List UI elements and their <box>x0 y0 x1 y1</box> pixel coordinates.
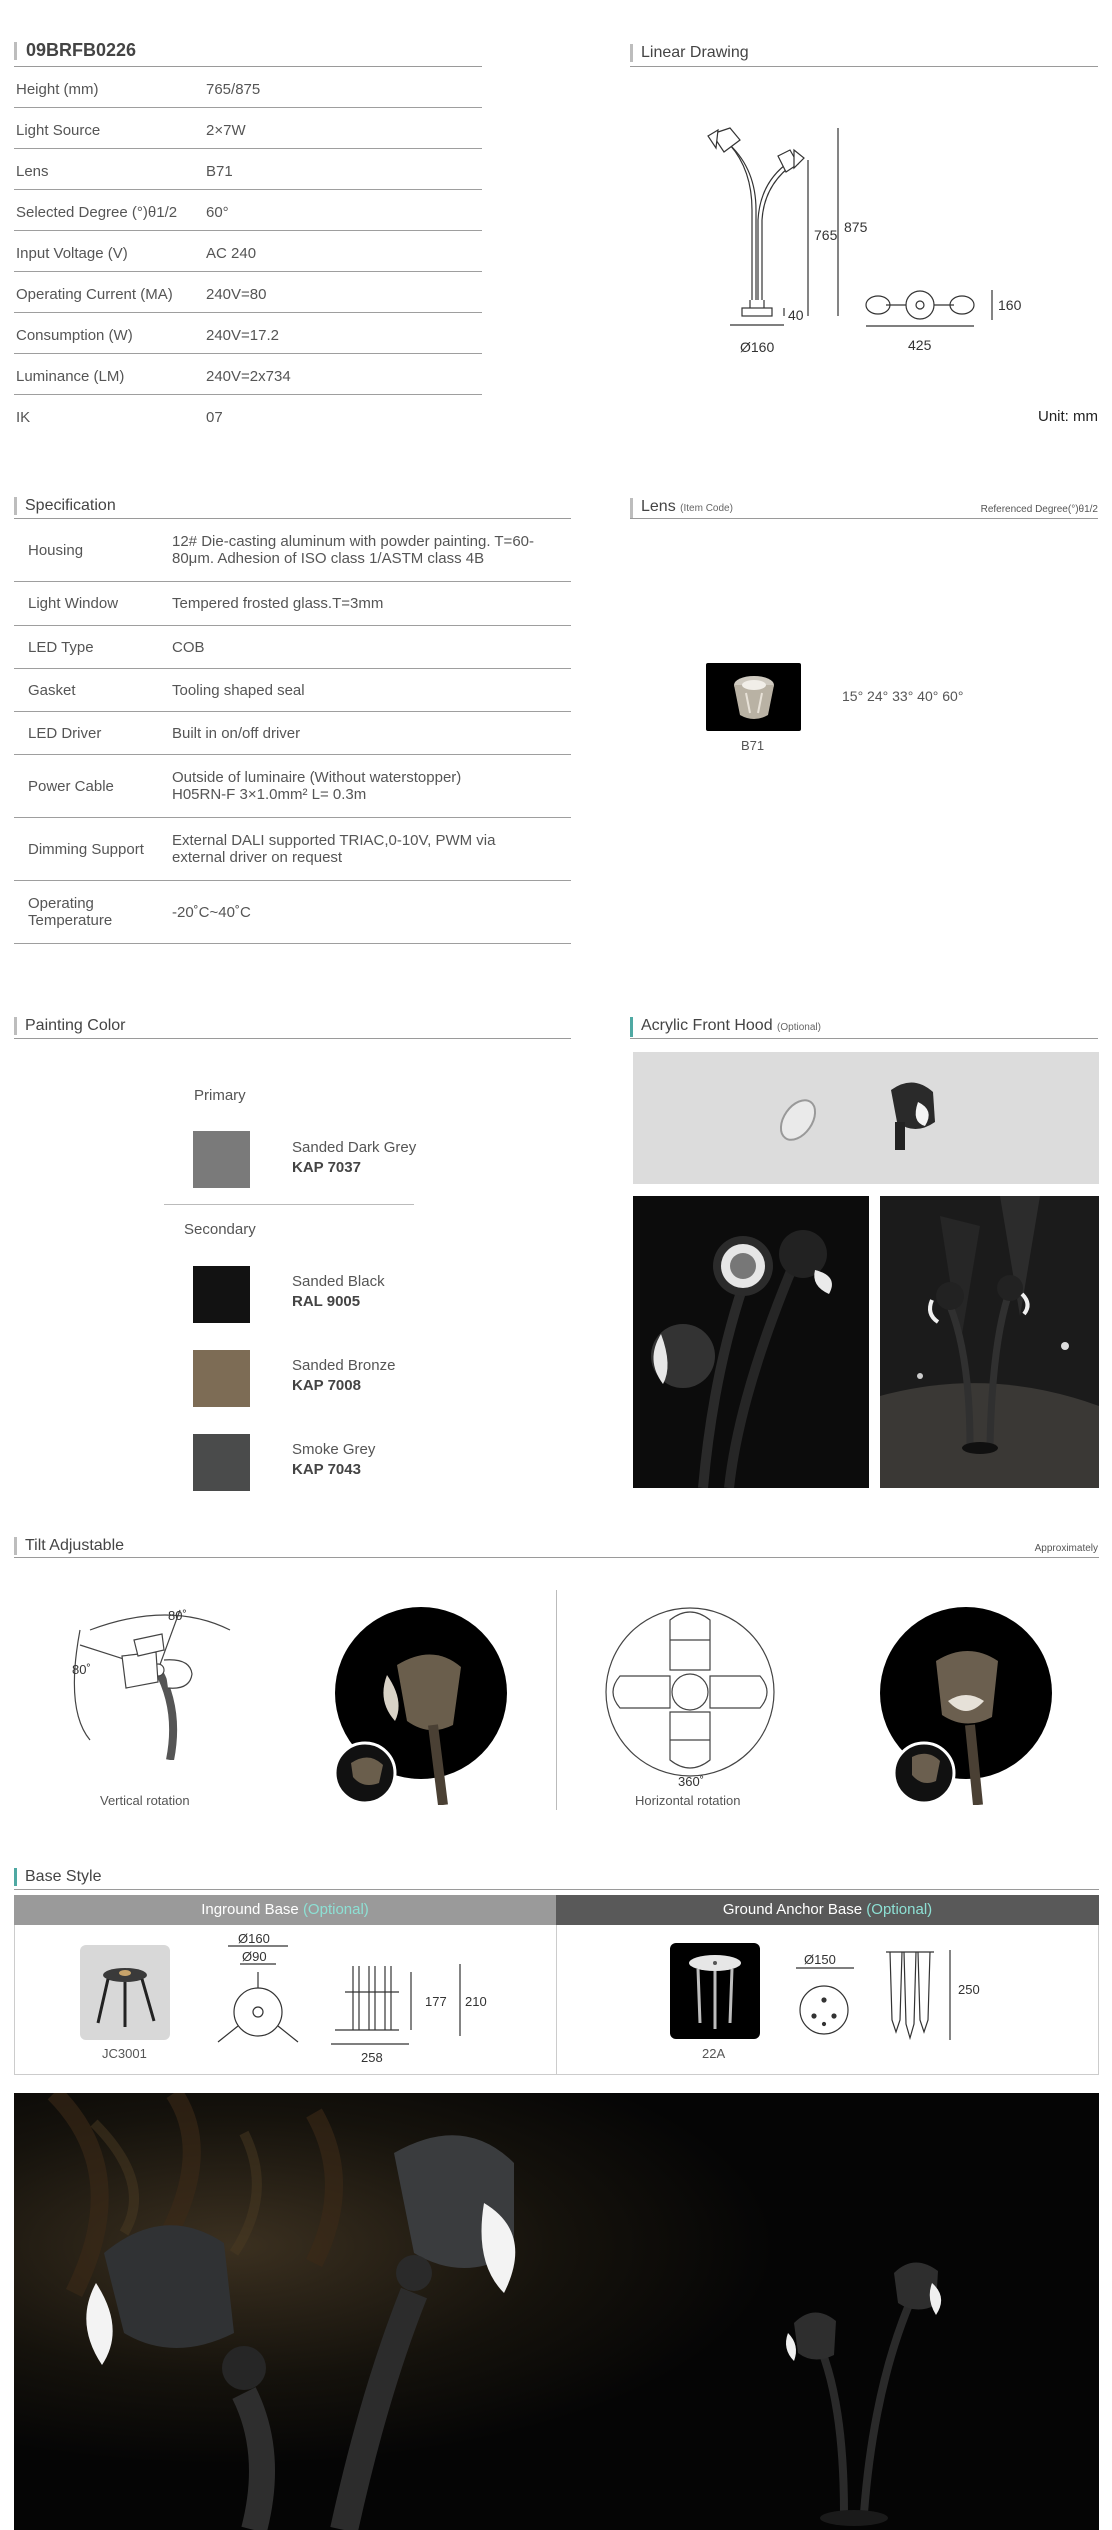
model-code: 09BRFB0226 <box>26 40 137 60</box>
spec-value: 240V=2x734 <box>206 368 291 385</box>
anchor-dim-250: 250 <box>958 1982 980 1997</box>
inground-dim-160: Ø160 <box>238 1932 270 1946</box>
hero-product-photo <box>14 2093 1099 2530</box>
color-name: Sanded Black <box>292 1273 385 1290</box>
specification-value: Outside of luminaire (Without waterstopper) H05RN-F 3×1.0mm² L= 0.3m <box>172 769 462 803</box>
lens-title-text: Lens <box>641 498 676 515</box>
spec-row-lens <box>14 149 482 190</box>
anchor-base-header <box>556 1895 1099 1925</box>
model-code-marker <box>14 42 17 60</box>
spec-label: Lens <box>16 163 49 180</box>
acrylic-hood-subtitle: (Optional) <box>777 1022 821 1033</box>
lens-subtitle: (Item Code) <box>680 503 733 514</box>
tilt-approx-label: Approximately <box>1034 1543 1098 1554</box>
base-style-title: Base Style <box>14 1868 101 1886</box>
specification-title: Specification <box>14 497 116 515</box>
specification-label: Power Cable <box>28 777 114 795</box>
specification-value: Tempered frosted glass.T=3mm <box>172 595 384 612</box>
specification-label: LED Driver <box>28 724 102 742</box>
swatch-sanded-black <box>193 1266 250 1323</box>
tilt-divider <box>556 1590 557 1810</box>
anchor-optional: (Optional) <box>866 1901 933 1918</box>
color-name: Sanded Dark Grey <box>292 1139 417 1156</box>
specification-value: COB <box>172 638 205 656</box>
specification-value: Tooling shaped seal <box>172 681 305 699</box>
lens-code: B71 <box>741 738 765 753</box>
specification-row-gasket <box>14 669 571 712</box>
specification-label: Gasket <box>28 681 76 699</box>
spec-label: Selected Degree (°)θ1/2 <box>16 204 178 221</box>
horizontal-rotation-diagram <box>600 1600 780 1790</box>
spec-label: Consumption (W) <box>16 327 133 344</box>
specification-label: Operating Temperature <box>28 895 113 929</box>
inground-base-top-view <box>210 1932 310 2057</box>
base-style-underline <box>14 1889 1099 1890</box>
spec-label: Input Voltage (V) <box>16 245 128 262</box>
color-label-black <box>292 1272 385 1312</box>
base-column-divider <box>556 1925 557 2075</box>
acrylic-hood-underline <box>630 1038 1098 1039</box>
inground-base-side-view <box>325 1962 505 2067</box>
specification-row-led-driver <box>14 712 571 755</box>
specification-value: 12# Die-casting aluminum with powder painting. T=60-80μm. Adhesion of ISO class 1/ASTM class 4B <box>172 533 534 567</box>
spec-value: B71 <box>206 163 233 180</box>
lens-image <box>706 663 801 731</box>
inground-base-code: JC3001 <box>102 2046 147 2061</box>
spec-label: Light Source <box>16 122 101 139</box>
spec-row-height <box>14 67 482 108</box>
inground-base-image <box>80 1945 170 2040</box>
specification-row-dimming <box>14 818 571 881</box>
anchor-base-top-view <box>790 1952 860 2052</box>
spec-row-luminance <box>14 354 482 395</box>
unit-label: Unit: mm <box>1038 408 1098 425</box>
inground-dim-258: 258 <box>361 2050 383 2065</box>
acrylic-hood-title <box>630 1017 821 1037</box>
primary-secondary-divider <box>164 1204 414 1205</box>
horizontal-rotation-caption: Horizontal rotation <box>635 1793 741 1808</box>
linear-drawing-diagram <box>690 110 1040 370</box>
angle-360: 360˚ <box>678 1774 705 1789</box>
specification-row-light-window <box>14 582 571 626</box>
color-label-bronze <box>292 1356 395 1396</box>
vertical-rotation-diagram <box>60 1600 240 1760</box>
spec-value: 60° <box>206 204 229 221</box>
lens-degree-label: Referenced Degree(°)θ1/2 <box>980 504 1098 515</box>
specification-row-temperature <box>14 881 571 944</box>
spec-value: 240V=17.2 <box>206 327 279 344</box>
specification-value: -20˚C~40˚C <box>172 903 251 921</box>
inground-optional: (Optional) <box>302 1901 369 1918</box>
tilt-underline <box>14 1557 1099 1558</box>
linear-drawing-title: Linear Drawing <box>630 44 749 62</box>
dim-base-diameter: Ø160 <box>740 339 775 355</box>
tilt-photo-horizontal <box>878 1605 1058 1805</box>
anchor-base-code: 22A <box>702 2046 726 2061</box>
dim-40: 40 <box>788 307 804 323</box>
specification-value: Built in on/off driver <box>172 724 301 742</box>
color-code: RAL 9005 <box>292 1293 361 1310</box>
anchor-base-image <box>670 1943 760 2039</box>
specification-row-housing <box>14 519 571 582</box>
spec-value: 07 <box>206 409 223 426</box>
spec-value: 240V=80 <box>206 286 267 303</box>
hood-photo-garden <box>880 1196 1099 1488</box>
specification-label: Light Window <box>28 595 119 612</box>
color-code: KAP 7037 <box>292 1159 361 1176</box>
anchor-base-side-view <box>880 1948 990 2048</box>
painting-color-title: Painting Color <box>14 1017 126 1035</box>
dim-160: 160 <box>998 297 1022 313</box>
linear-drawing-underline <box>630 66 1098 67</box>
spec-value: AC 240 <box>206 245 257 262</box>
specification-label: Housing <box>28 541 84 559</box>
lens-title <box>630 498 733 518</box>
spec-label: Height (mm) <box>16 81 99 98</box>
spec-row-light-source <box>14 108 482 149</box>
spec-row-voltage <box>14 231 482 272</box>
primary-label: Primary <box>194 1087 246 1104</box>
color-name: Sanded Bronze <box>292 1357 396 1374</box>
specification-label: Dimming Support <box>28 840 144 858</box>
acrylic-hood-title-text: Acrylic Front Hood <box>641 1017 773 1034</box>
angle-80-left: 80˚ <box>72 1662 91 1677</box>
color-code: KAP 7043 <box>292 1461 361 1478</box>
anchor-base-label: Ground Anchor Base <box>722 1901 867 1918</box>
spec-label: IK <box>16 409 31 426</box>
angle-80-top: 80˚ <box>168 1608 187 1623</box>
lens-degrees: 15° 24° 33° 40° 60° <box>842 688 964 704</box>
color-name: Smoke Grey <box>292 1441 376 1458</box>
color-label-primary <box>292 1138 416 1178</box>
swatch-sanded-dark-grey <box>193 1131 250 1188</box>
painting-color-underline <box>14 1038 571 1039</box>
spec-label: Luminance (LM) <box>16 368 125 385</box>
spec-row-consumption <box>14 313 482 354</box>
inground-dim-177: 177 <box>425 1994 447 2009</box>
dim-425: 425 <box>908 337 932 353</box>
hood-photo-closeup <box>633 1196 869 1488</box>
inground-base-header <box>14 1895 556 1925</box>
hood-product-image <box>633 1052 1099 1184</box>
swatch-sanded-bronze <box>193 1350 250 1407</box>
dim-765: 765 <box>814 227 838 243</box>
inground-base-label: Inground Base <box>201 1901 303 1918</box>
specification-label: LED Type <box>28 638 94 656</box>
dim-875: 875 <box>844 219 868 235</box>
inground-dim-210: 210 <box>465 1994 487 2009</box>
vertical-rotation-caption: Vertical rotation <box>100 1793 190 1808</box>
specification-value: External DALI supported TRIAC,0-10V, PWM via external driver on request <box>172 832 496 866</box>
spec-label: Operating Current (MA) <box>16 286 173 303</box>
spec-value: 2×7W <box>206 122 246 139</box>
secondary-label: Secondary <box>184 1221 256 1238</box>
color-code: KAP 7008 <box>292 1377 361 1394</box>
color-label-smoke <box>292 1440 375 1480</box>
spec-row-ik <box>14 395 482 436</box>
specification-row-power-cable <box>14 755 571 818</box>
spec-value: 765/875 <box>206 81 261 98</box>
lens-underline <box>630 518 1098 519</box>
spec-row-current <box>14 272 482 313</box>
specification-row-led-type <box>14 626 571 669</box>
swatch-smoke-grey <box>193 1434 250 1491</box>
tilt-photo-vertical <box>333 1605 513 1805</box>
spec-row-degree <box>14 190 482 231</box>
anchor-dim-150: Ø150 <box>804 1952 836 1967</box>
tilt-title: Tilt Adjustable <box>14 1537 124 1555</box>
inground-dim-90: Ø90 <box>242 1949 267 1964</box>
